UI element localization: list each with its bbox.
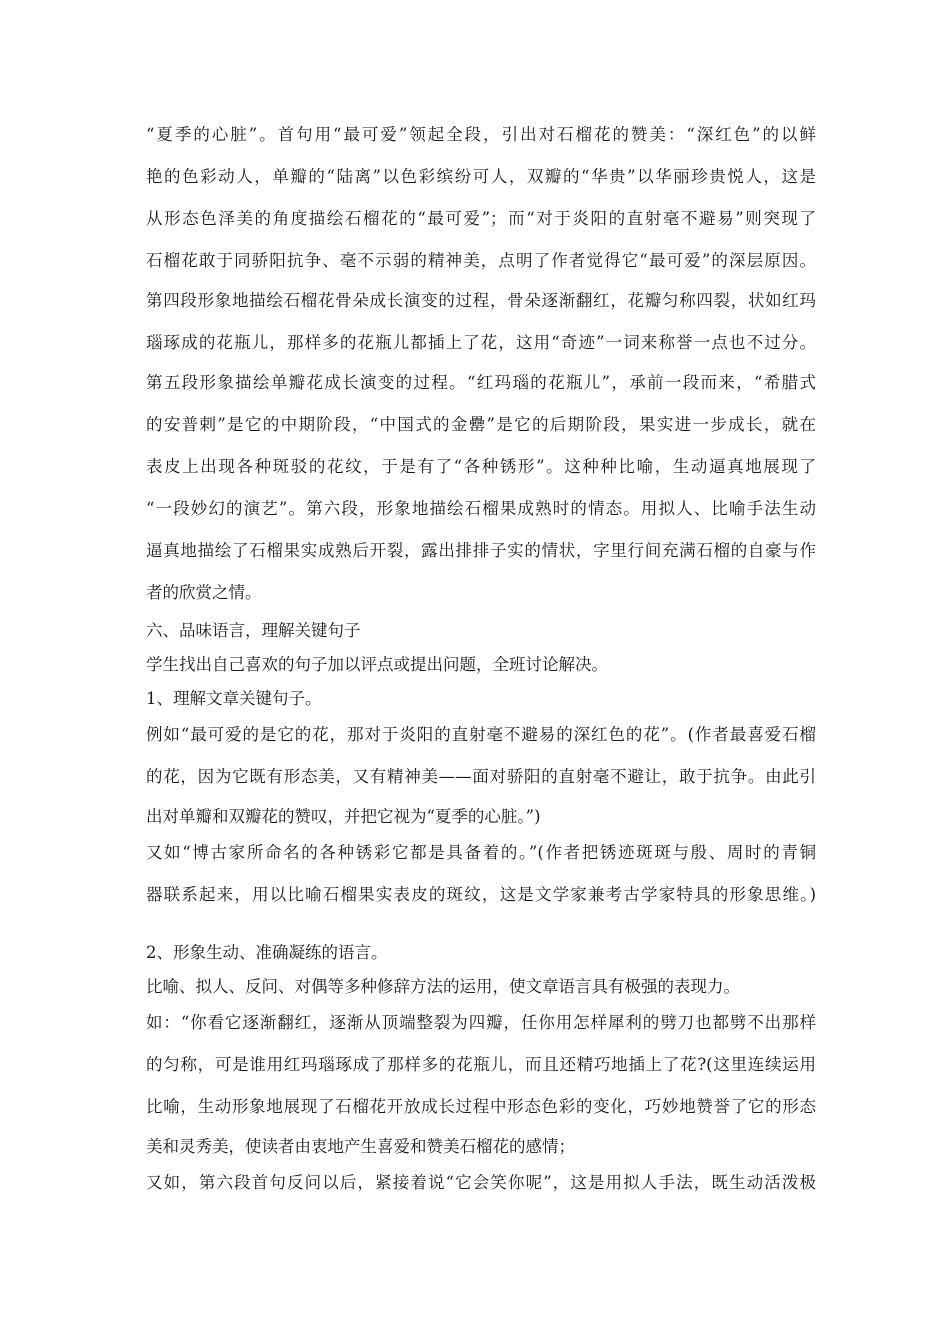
paragraph-line: 艳的色彩动人，单瓣的“陆离”以色彩缤纷可人，双瓣的“华贵”以华丽珍贵悦人，这是 [146, 167, 816, 186]
paragraph-line: 又如“博古家所命名的各种锈彩它都是具备着的。”(作者把锈迹斑斑与殷、周时的青铜 [146, 843, 816, 862]
paragraph-line: 例如“最可爱的是它的花，那对于炎阳的直射毫不避易的深红色的花”。(作者最喜爱石榴 [146, 725, 816, 744]
paragraph-line: 出对单瓣和双瓣花的赞叹，并把它视为“夏季的心脏。”) [146, 807, 541, 826]
paragraph-line: 第四段形象地描绘石榴花骨朵成长演变的过程，骨朵逐渐翻红，花瓣匀称四裂，状如红玛 [146, 291, 816, 310]
paragraph-line: “一段妙幻的演艺”。第六段，形象地描绘石榴果成熟时的情态。用拟人、比喻手法生动 [146, 499, 816, 518]
paragraph-line: 又如，第六段首句反问以后，紧接着说“它会笑你呢”，这是用拟人手法，既生动活泼极 [146, 1173, 816, 1192]
paragraph-line: 第五段形象描绘单瓣花成长演变的过程。“红玛瑙的花瓶儿”，承前一段而来，“希腊式 [146, 373, 816, 392]
paragraph-line: 从形态色泽美的角度描绘石榴花的“最可爱”；而“对于炎阳的直射毫不避易”则突现了 [146, 209, 816, 228]
paragraph-line: 者的欣赏之情。 [146, 583, 262, 602]
paragraph-line: 的匀称，可是谁用红玛瑙琢成了那样多的花瓶儿，而且还精巧地插上了花?(这里连续运用 [146, 1055, 816, 1074]
paragraph-line: 器联系起来，用以比喻石榴果实表皮的斑纹，这是文学家兼考古学家特具的形象思维。) [146, 885, 816, 904]
subsection-heading: 1、理解文章关键句子。 [146, 689, 322, 708]
section-heading: 六、品味语言，理解关键句子 [146, 621, 361, 640]
paragraph-line: 的花，因为它既有形态美，又有精神美——面对骄阳的直射毫不避让，敢于抗争。由此引 [146, 767, 816, 786]
paragraph-line: 学生找出自己喜欢的句子加以评点或提出问题，全班讨论解决。 [146, 655, 608, 674]
paragraph-line: 表皮上出现各种斑驳的花纹，于是有了“各种锈形”。这种种比喻，生动逼真地展现了 [146, 457, 816, 476]
paragraph-line: 比喻、拟人、反问、对偶等多种修辞方法的运用，使文章语言具有极强的表现力。 [146, 977, 740, 996]
paragraph-line: 美和灵秀美，使读者由衷地产生喜爱和赞美石榴花的感情； [146, 1137, 575, 1156]
paragraph-line: “夏季的心脏”。首句用“最可爱”领起全段，引出对石榴花的赞美：“深红色”的以鲜 [146, 125, 816, 144]
paragraph-line: 比喻，生动形象地展现了石榴花开放成长过程中形态色彩的变化，巧妙地赞誉了它的形态 [146, 1097, 816, 1116]
subsection-heading: 2、形象生动、准确凝练的语言。 [146, 943, 388, 962]
paragraph-line: 石榴花敢于同骄阳抗争、毫不示弱的精神美，点明了作者觉得它“最可爱”的深层原因。 [146, 251, 816, 270]
paragraph-line: 的安普剌”是它的中期阶段，“中国式的金罍”是它的后期阶段，果实进一步成长，就在 [146, 415, 816, 434]
paragraph-line: 瑙琢成的花瓶儿，那样多的花瓶儿都插上了花，这用“奇迹”一词来称誉一点也不过分。 [146, 333, 816, 352]
paragraph-line: 逼真地描绘了石榴果实成熟后开裂，露出排排子实的情状，字里行间充满石榴的自豪与作 [146, 541, 816, 560]
paragraph-line: 如：“你看它逐渐翻红，逐渐从顶端整裂为四瓣，任你用怎样犀利的劈刀也都劈不出那样 [146, 1013, 816, 1032]
